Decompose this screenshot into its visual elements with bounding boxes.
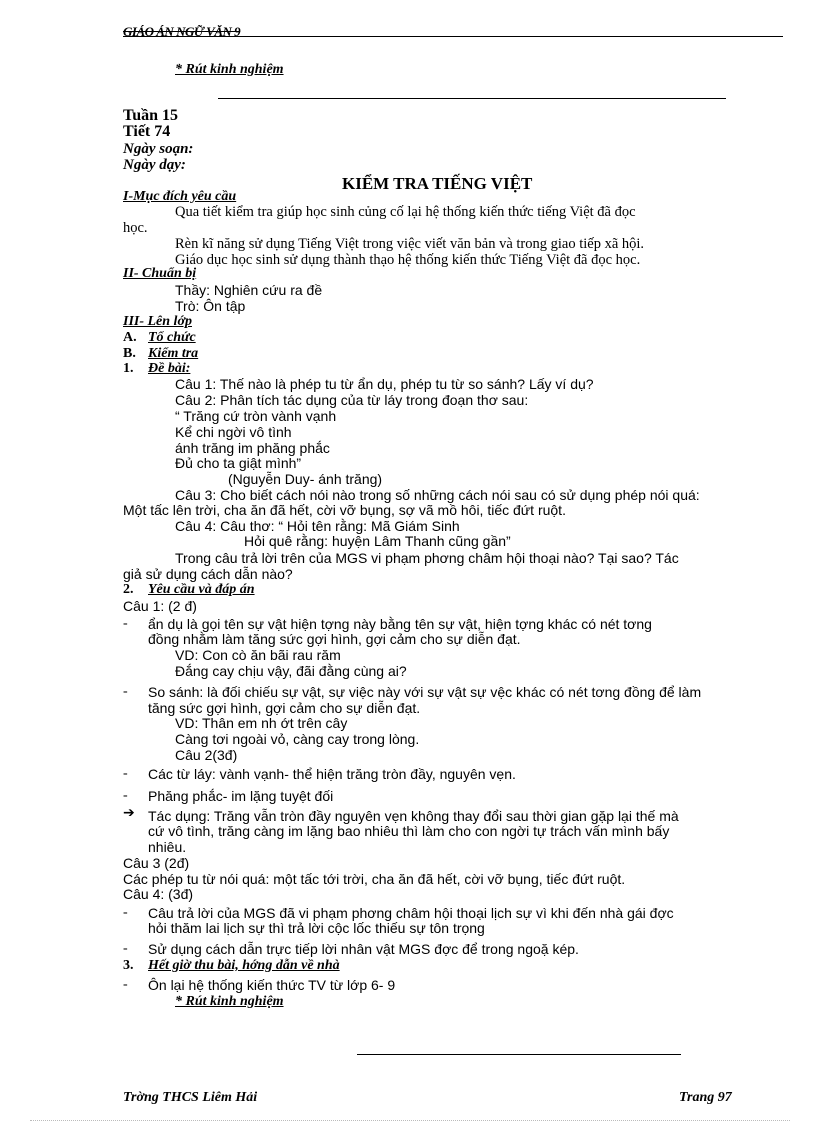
bottom-rule (357, 1054, 681, 1055)
answer-1-vd1: VD: Con cò ăn bãi rau răm (175, 647, 341, 663)
answer-1-vd3: VD: Thân em nh ớt trên cây (175, 715, 348, 731)
week-label: Tuần 15 (123, 107, 178, 124)
poem-line-2: Kể chi ngời vô tình (175, 424, 292, 440)
answer-4-d1a: Câu trả lời của MGS đã vi phạm phơng châm hội thoại lịch sự vì khi đến nhà gái đợc (148, 905, 674, 921)
top-rule (218, 98, 726, 99)
poem-source: (Nguyễn Duy- ánh trăng) (228, 471, 383, 487)
bullet-dash: - (123, 766, 128, 781)
sec3-b-label: B. (123, 346, 136, 361)
answer-1-d2b: tăng sức gợi hình, gợi cảm cho sự diễn đạt. (148, 700, 421, 716)
answer-4-title: Câu 4: (3đ) (123, 886, 194, 902)
answers-label: 2. (123, 582, 134, 597)
answer-1-title: Câu 1: (2 đ) (123, 598, 197, 614)
sec3-b: Kiểm tra (148, 346, 199, 361)
sec1-p1b: học. (123, 220, 148, 236)
bottom-note (175, 994, 284, 1010)
bullet-dash: - (123, 977, 128, 992)
answer-1-vd4: Càng tơi ngoài vỏ, càng cay trong lòng. (175, 731, 420, 747)
answer-4-d2: Sử dụng cách dẫn trực tiếp lời nhân vật MGS đợc để trong ngoặ kép. (148, 941, 579, 957)
bullet-dash: - (123, 616, 128, 631)
answer-4-d1b: hỏi thăm lai lịch sự thì trả lời cộc lốc thiếu sự tôn trọng (148, 920, 485, 936)
answer-1-d1b: đồng nhằm làm tăng sức gợi hình, gợi cảm cho sự diễn đạt. (148, 631, 521, 647)
sec2-student: Trò: Ôn tập (175, 298, 246, 314)
poem-line-1: “ Trăng cứ tròn vành vạnh (175, 408, 337, 424)
footer-school: Trờng THCS Liêm Hải (123, 1090, 258, 1105)
question-3b: Một tấc lên trời, cha ăn đã hết, cời vỡ bụng, sợ vã mồ hôi, tiếc đứt ruột. (123, 502, 566, 518)
page-title: KIỂM TRA TIẾNG VIỆT (342, 174, 533, 193)
sec2-teacher: Thầy: Nghiên cứu ra đề (175, 282, 323, 298)
closing-label: 3. (123, 958, 134, 973)
poem-line-3: ánh trăng im phăng phắc (175, 440, 330, 456)
question-4a: Câu 4: Câu thơ: “ Hỏi tên rằng: Mã Giám Sinh (175, 518, 460, 534)
sec1-p1a: Qua tiết kiểm tra giúp học sinh củng cố lại hệ thống kiến thức tiếng Việt đã đọc (175, 204, 636, 220)
answer-2-d1: Các từ láy: vành vạnh- thể hiện trăng tròn đầy, nguyên vẹn. (148, 766, 516, 782)
answer-1-d2a: So sánh: là đối chiếu sự vật, sự việc này với sự vật sự vệc khác có nét tơng đồng để làm (148, 684, 702, 700)
answer-2-d2: Phăng phắc- im lặng tuyệt đối (148, 788, 334, 804)
bottom-note-text: * Rút kinh nghiệm (175, 994, 284, 1009)
period-label: Tiết 74 (123, 123, 171, 140)
sec3-n1-label: 1. (123, 361, 134, 376)
closing-d1: Ôn lại hệ thống kiến thức TV từ lớp 6- 9 (148, 977, 396, 993)
closing-heading: Hết giờ thu bài, hớng dẫn về nhà (148, 958, 340, 973)
answer-2-e1: Tác dụng: Trăng vẫn tròn đầy nguyên vẹn không thay đổi sau thời gian gặp lại thế mà (148, 808, 679, 824)
footer-page: Trang 97 (679, 1090, 732, 1105)
sec1-p3: Giáo dục học sinh sử dụng thành thạo hệ thống kiến thức Tiếng Việt đã đọc học. (175, 252, 641, 268)
section-3-heading: III- Lên lớp (123, 314, 192, 329)
answer-2-title: Câu 2(3đ) (175, 747, 238, 763)
poem-line-4: Đủ cho ta giật mình” (175, 455, 302, 471)
bullet-dash: - (123, 941, 128, 956)
answer-2-e2: cứ vô tình, trăng càng im lặng bao nhiêu thì làm cho con ngời tự trách vấn mình bấy (148, 823, 670, 839)
answers-heading: Yêu cầu và đáp án (148, 582, 255, 597)
page-bottom-border (30, 1120, 790, 1121)
question-4d: giả sử dụng cách dẫn nào? (123, 566, 293, 582)
section-2-heading: II- Chuẩn bị (123, 266, 197, 281)
answer-1-vd2: Đắng cay chịu vậy, đãi đằng cùng ai? (175, 663, 407, 679)
question-4b: Hỏi quê rằng: huyện Lâm Thanh cũng gần” (244, 533, 511, 549)
question-2: Câu 2: Phân tích tác dụng của từ láy trong đoạn thơ sau: (175, 392, 529, 408)
bullet-dash: - (123, 905, 128, 920)
bullet-dash: - (123, 684, 128, 699)
bullet-dash: - (123, 788, 128, 803)
sec3-a: Tổ chức (148, 330, 196, 345)
answer-1-d1a: ẩn dụ là gọi tên sự vật hiện tợng này bằng tên sự vật, hiện tợng khác có nét tơng (148, 616, 652, 632)
sec3-a-label: A. (123, 330, 137, 345)
answer-3-title: Câu 3 (2đ) (123, 855, 190, 871)
header-rule (123, 36, 783, 37)
header-title: GIÁO ÁN NGỮ VĂN 9 (123, 24, 241, 39)
question-3a: Câu 3: Cho biết cách nói nào trong số những cách nói sau có sử dụng phép nói quá: (175, 487, 700, 503)
answer-3-text: Các phép tu từ nói quá: một tấc tới trời, cha ăn đã hết, cời vỡ bụng, tiếc đứt ruột. (123, 871, 626, 887)
sec3-n1: Đề bài: (148, 361, 191, 376)
teach-date-label: Ngày dạy: (123, 157, 186, 173)
answer-2-e3: nhiêu. (148, 839, 187, 855)
section-1-heading: I-Mục đích yêu cầu (123, 189, 237, 204)
top-note-text: * Rút kinh nghiệm (175, 62, 284, 77)
sec1-p2: Rèn kĩ năng sử dụng Tiếng Việt trong việc viết văn bản và trong giao tiếp xã hội. (175, 236, 645, 252)
question-4c: Trong câu trả lời trên của MGS vi phạm phơng châm hội thoại nào? Tại sao? Tác (175, 550, 679, 566)
top-note (175, 62, 284, 78)
question-1: Câu 1: Thế nào là phép tu từ ẩn dụ, phép tu từ so sánh? Lấy ví dụ? (175, 376, 594, 392)
prep-date-label: Ngày soạn: (123, 141, 194, 157)
arrow-bullet-icon: ➔ (123, 805, 135, 821)
